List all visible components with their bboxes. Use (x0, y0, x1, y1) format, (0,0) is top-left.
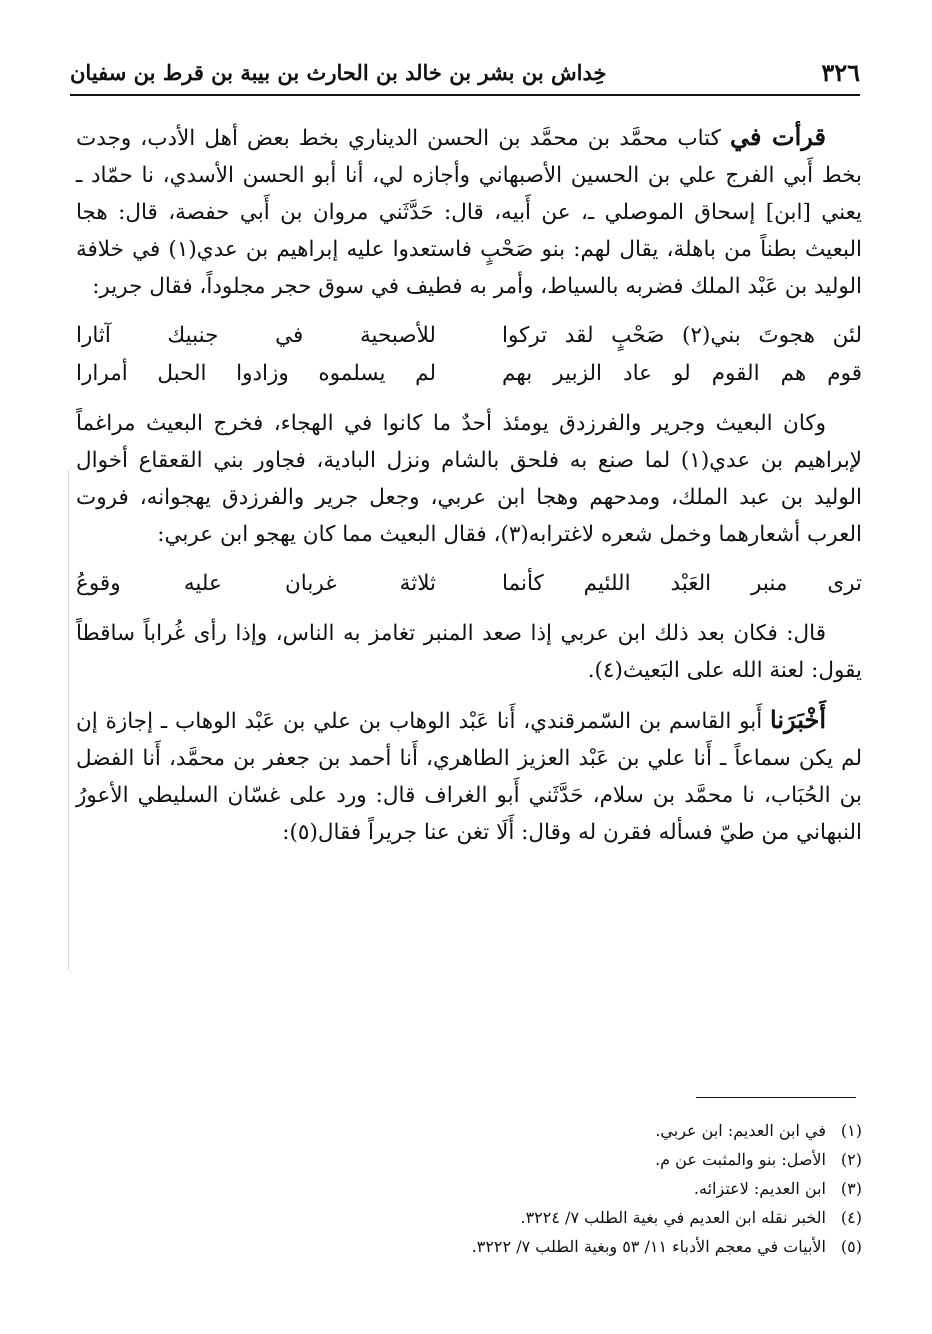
footnote-number: (٤) (840, 1208, 862, 1227)
paragraph-1-text: كتاب محمَّد بن محمَّد بن الحسن الديناري بخط بعض أهل الأدب، وجدت بخط أَبي الفرج علي بن الحسين الأصبهاني وأجازه لي، أنا أبو الحسن الأسدي، نا حمّاد ـ يعني [ابن] إسحاق الموصلي ـ، عن أَبيه، قال: حَدَّثَني مروان بن أَبي حفصة، قال: هجا البعيث بطناً من باهلة، يقال لهم: بنو صَحْبٍ فاستعدوا عليه إبراهيم بن عدي(١) في خلافة الوليد بن عَبْد الملك فضربه بالسياط، وأمر به فطيف في سوق حجر مجلوداً، فقال جرير: (76, 126, 862, 299)
page-number: ٣٢٦ (821, 58, 860, 87)
footnote-separator (696, 1097, 856, 1098)
footnote-text: الأبيات في معجم الأدباء ١١/ ٥٣ وبغية الطلب ٧/ ٣٢٢٢. (471, 1237, 826, 1256)
poem-1-verse-1 (76, 317, 862, 355)
poem-1-verse-2 (76, 355, 862, 393)
paragraph-4-keyword: أَخْبَرَنا (770, 705, 826, 734)
paragraph-1 (76, 118, 862, 305)
page-header (70, 54, 860, 96)
footnote-text: الأصل: بنو والمثبت عن م. (655, 1150, 826, 1169)
poem-1-verse-2-second-hemistich: لم يسلموه وزادوا الحبل أمرارا (76, 361, 436, 386)
margin-line (68, 470, 69, 970)
footnote-number: (٥) (840, 1237, 862, 1256)
poem-1 (76, 317, 862, 393)
paragraph-4 (76, 701, 862, 851)
running-title: خِداش بن بشر بن خالد بن الحارث بن بيبة بن قرط بن سفيان (70, 60, 607, 85)
poem-2-verse-1-first-hemistich: ترى منبر العَبْد اللئيم كأنما (502, 571, 862, 596)
footnote-5 (76, 1232, 862, 1261)
footnote-2 (76, 1145, 862, 1174)
poem-2 (76, 565, 862, 603)
footnote-text: ابن العديم: لاعتزائه. (693, 1179, 826, 1198)
footnote-number: (٣) (840, 1179, 862, 1198)
poem-1-verse-2-first-hemistich: قوم هم القوم لو عاد الزبير بهم (502, 361, 862, 386)
footnotes (76, 1116, 862, 1261)
paragraph-4-text: أَبو القاسم بن السّمرقندي، أَنا عَبْد الوهاب بن علي بن عَبْد الوهاب ـ إجازة إن لم يكن سماعاً ـ أَنا علي بن عَبْد العزيز الطاهري، أَنا أحمد بن جعفر بن محمَّد، أَنا الفضل بن الحُبَاب، نا محمَّد بن سلام، حَدَّثَني أَبو الغراف قال: ورد على غسّان السليطي الأعورُ النبهاني من طيّ فسأله فقرن له وقال: أَلَا تغن عنا جريراً فقال(٥): (76, 709, 862, 845)
poem-2-verse-1 (76, 565, 862, 603)
poem-1-verse-1-second-hemistich: للأصبحية في جنبيك آثارا (76, 323, 436, 348)
footnote-4 (76, 1203, 862, 1232)
poem-1-verse-1-first-hemistich: لئن هجوتَ بني(٢) صَحْبٍ لقد تركوا (502, 323, 863, 348)
footnote-1 (76, 1116, 862, 1145)
paragraph-2: وكان البعيث وجرير والفرزدق يومئذ أحدٌ ما كانوا في الهجاء، فخرج البعيث مراغماً لإبراهيم بن عدي(١) لما صنع به فلحق بالشام ونزل البادية، فجاور بني القعقاع أخوال الوليد بن عبد الملك، ومدحهم وهجا ابن عربي، وجعل جرير والفرزدق يهجوانه، فروت العرب أشعارهما وخمل شعره لاغترابه(٣)، فقال البعيث مما كان يهجو ابن عربي: (76, 411, 862, 547)
main-text (76, 118, 862, 863)
footnote-3 (76, 1174, 862, 1203)
footnote-text: في ابن العديم: ابن عربي. (655, 1121, 826, 1140)
paragraph-3: قال: فكان بعد ذلك ابن عربي إذا صعد المنبر تغامز به الناس، وإذا رأى غُراباً ساقطاً يقول: لعنة الله على البَعيث(٤). (76, 621, 862, 683)
paragraph-1-keyword: قرأت في (729, 122, 827, 151)
poem-2-verse-1-second-hemistich: ثلاثة غربان عليه وقوعُ (76, 571, 436, 596)
footnote-number: (٢) (840, 1150, 862, 1169)
footnote-text: الخبر نقله ابن العديم في بغية الطلب ٧/ ٣٢٢٤. (520, 1208, 826, 1227)
footnote-number: (١) (840, 1121, 862, 1140)
